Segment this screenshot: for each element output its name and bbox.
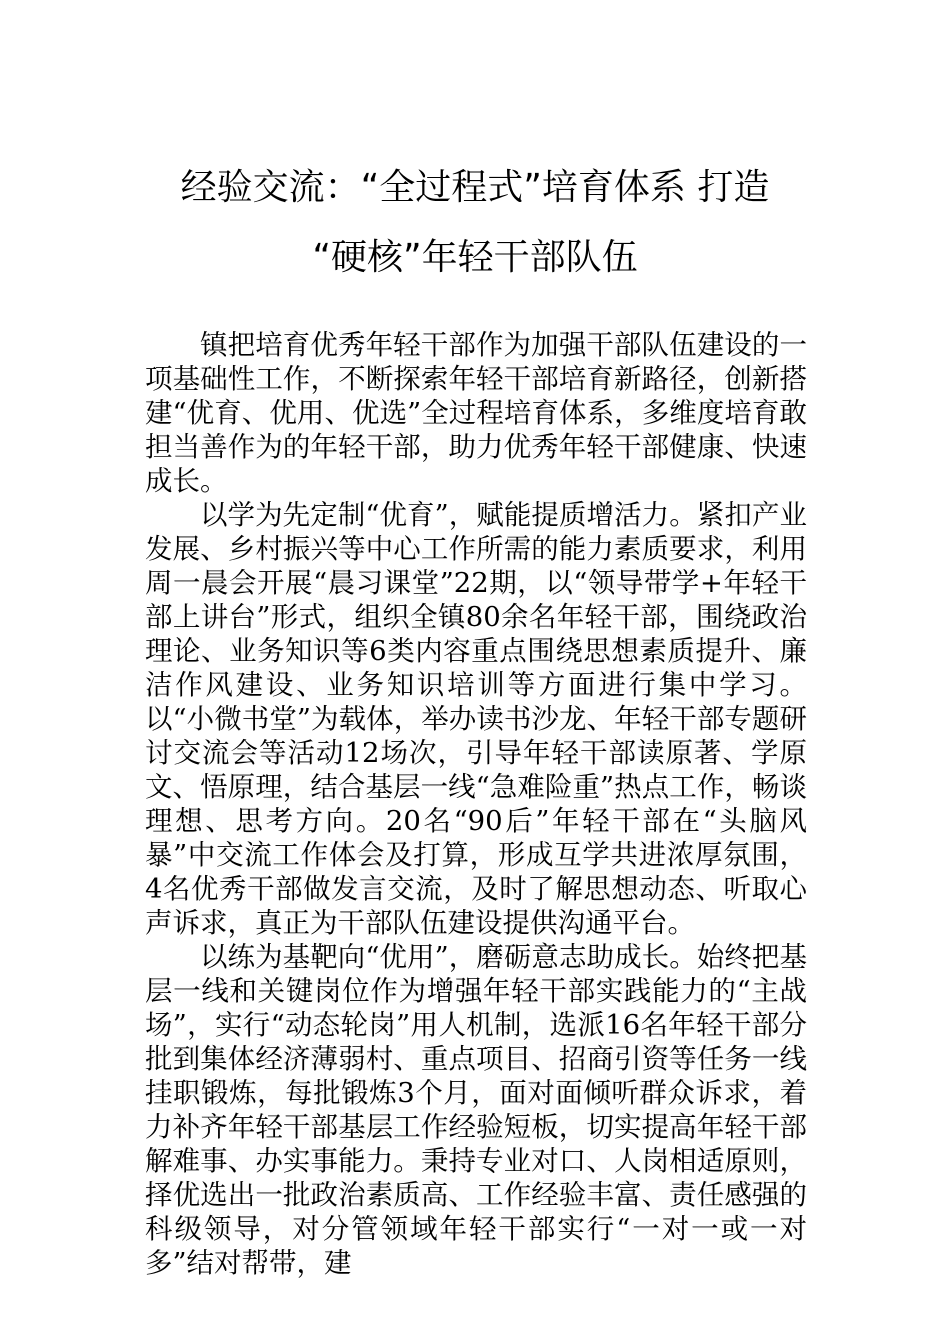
paragraph-youyong: 以练为基靶向“优用”，磨砺意志助成长。始终把基层一线和关键岗位作为增强年轻干部实践能力的“主战场”，实行“动态轮岗”用人机制，选派16名年轻干部分批到集体经济薄弱村、重点项目、招商引资等任务一线挂职锻炼，每批锻炼3个月，面对面倾听群众诉求，着力补齐年轻干部基层工作经验短板，切实提高年轻干部解难事、办实事能力。秉持专业对口、人岗相适原则，择优选出一批政治素质高、工作经验丰富、责任感强的科级领导，对分管领域年轻干部实行“一对一或一对多”结对帮带，建 xyxy=(145,941,807,1279)
paragraph-intro: 镇把培育优秀年轻干部作为加强干部队伍建设的一项基础性工作，不断探索年轻干部培育新路径，创新搭建“优育、优用、优选”全过程培育体系，多维度培育敢担当善作为的年轻干部，助力优秀年轻干部健康、快速成长。 xyxy=(145,329,807,497)
document-title-line-1: 经验交流：“全过程式”培育体系 打造 xyxy=(180,167,770,208)
document-body xyxy=(145,328,807,1280)
document-title-line-2: “硬核”年轻干部队伍 xyxy=(312,237,638,278)
paragraph-youyu: 以学为先定制“优育”，赋能提质增活力。紧扣产业发展、乡村振兴等中心工作所需的能力素质要求，利用周一晨会开展“晨习课堂”22期，以“领导带学+年轻干部上讲台”形式，组织全镇80余名年轻干部，围绕政治理论、业务知识等6类内容重点围绕思想素质提升、廉洁作风建设、业务知识培训等方面进行集中学习。以“小微书堂”为载体，举办读书沙龙、年轻干部专题研讨交流会等活动12场次，引导年轻干部读原著、学原文、悟原理，结合基层一线“急难险重”热点工作，畅谈理想、思考方向。20名“90后”年轻干部在“头脑风暴”中交流工作体会及打算，形成互学共进浓厚氛围，4名优秀干部做发言交流，及时了解思想动态、听取心声诉求，真正为干部队伍建设提供沟通平台。 xyxy=(145,499,807,939)
